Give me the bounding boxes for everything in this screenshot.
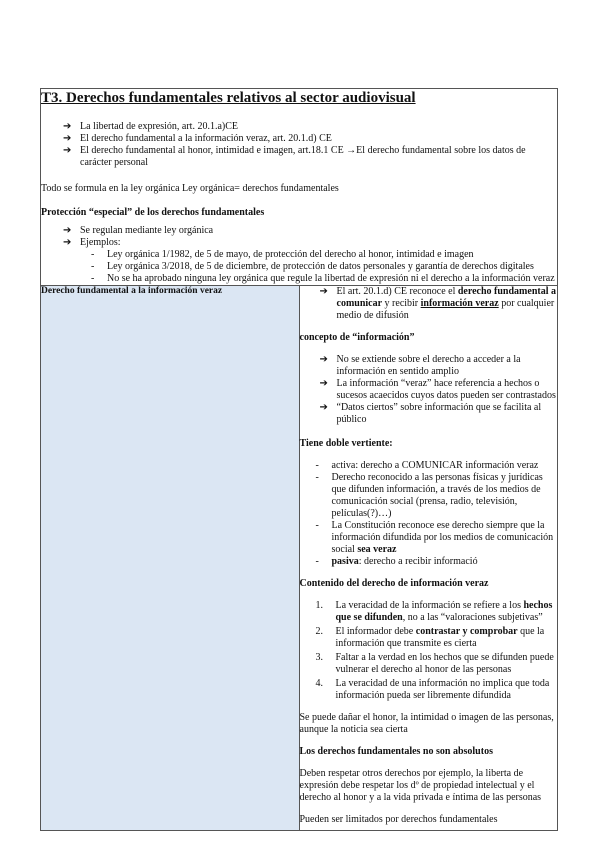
arrow-icon: ➔ <box>63 237 72 248</box>
proteccion-list <box>41 225 557 249</box>
notes-table <box>40 88 558 831</box>
arrow-icon: ➔ <box>319 354 328 365</box>
list-item: ➔ El derecho fundamental a la información veraz, art. 20.1.d) CE <box>63 133 332 144</box>
list-item: 3. Faltar a la verdad en los hechos que se difunden puede vulnerar el derecho al honor de las personas <box>315 652 554 675</box>
side-label: Derecho fundamental a la información veraz <box>41 286 223 296</box>
side-label-cell <box>41 286 300 831</box>
arrow-icon: ➔ <box>63 133 72 144</box>
arrow-icon: ➔ <box>319 378 328 389</box>
list-item: ➔ El art. 20.1.d) CE reconoce el derecho fundamental a comunicar y recibir información veraz por cualquier medio de difusión <box>319 286 556 321</box>
list-item: ➔ No se extiende sobre el derecho a acceder a la información en sentido amplio <box>319 354 521 377</box>
dash-icon: - <box>91 273 95 284</box>
list-item: - No se ha aprobado ninguna ley orgánica que regule la libertad de expresión ni el derecho a la información veraz <box>91 273 555 284</box>
document-page <box>40 88 558 831</box>
limitados-line: Pueden ser limitados por derechos fundamentales <box>299 814 498 825</box>
list-item: ➔ La información “veraz” hace referencia a hechos o sucesos acaecidos cuyos datos pueden ser contrastados <box>319 378 556 401</box>
art-list <box>300 286 558 322</box>
concepto-list <box>300 354 558 426</box>
page-title: T3. Derechos fundamentales relativos al sector audiovisual <box>41 90 416 106</box>
contenido-list <box>300 600 558 702</box>
arrow-icon: ➔ <box>63 121 72 132</box>
list-item: ➔ “Datos ciertos” sobre información que se facilita al público <box>319 402 542 425</box>
concepto-heading: concepto de “información” <box>299 332 415 343</box>
doble-heading: Tiene doble vertiente: <box>299 438 393 449</box>
list-item: ➔ Se regulan mediante ley orgánica <box>63 225 214 236</box>
ejemplos-list <box>41 249 557 285</box>
respetar-line: Deben respetar otros derechos por ejemplo, la liberta de expresión debe respetar los dº de propiedad intelectual y el derecho al honor y a la vida privada e íntima de las personas <box>299 768 542 803</box>
arrow-icon: ➔ <box>319 402 328 413</box>
proteccion-heading: Protección “especial” de los derechos fundamentales <box>41 207 265 218</box>
danar-line: Se puede dañar el honor, la intimidad o imagen de las personas, aunque la noticia sea cierta <box>299 712 554 735</box>
arrow-icon: ➔ <box>63 225 72 236</box>
dash-icon: - <box>91 261 95 272</box>
list-item: - Ley orgánica 3/2018, de 5 de diciembre, de protección de datos personales y garantía de derechos digitales <box>91 261 534 272</box>
dash-icon: - <box>315 556 319 567</box>
list-item: - pasiva: derecho a recibir informació <box>315 556 478 567</box>
dash-icon: - <box>315 472 319 483</box>
dash-icon: - <box>315 460 319 471</box>
dash-icon: - <box>315 520 319 531</box>
dash-icon: - <box>91 249 95 260</box>
ley-organica-line: Todo se formula en la ley orgánica Ley orgánica= derechos fundamentales <box>41 183 339 194</box>
list-item: - La Constitución reconoce ese derecho siempre que la información difundida por los medios de comunicación social sea veraz <box>315 520 554 555</box>
intro-list <box>41 121 557 169</box>
list-item: ➔ La libertad de expresión, art. 20.1.a)CE <box>63 121 238 132</box>
list-item: - Ley orgánica 1/1982, de 5 de mayo, de protección del derecho al honor, intimidad e imagen <box>91 249 474 260</box>
list-item: 1. La veracidad de la información se refiere a los hechos que se difunden, no a las “valoraciones subjetivas” <box>315 600 553 623</box>
arrow-icon: ➔ <box>63 145 72 156</box>
absolutos-heading: Los derechos fundamentales no son absolutos <box>299 746 493 757</box>
list-item: - activa: derecho a COMUNICAR información veraz <box>315 460 539 471</box>
list-item: ➔ Ejemplos: <box>63 237 121 248</box>
arrow-icon: ➔ <box>319 286 328 297</box>
header-cell <box>41 89 558 286</box>
list-item: 4. La veracidad de una información no implica que toda información pueda ser libremente difundida <box>315 678 550 701</box>
list-item: ➔ El derecho fundamental al honor, intimidad e imagen, art.18.1 CE →El derecho fundamental sobre los datos de carácter personal <box>63 145 526 168</box>
content-row <box>41 286 558 831</box>
header-row <box>41 89 558 286</box>
doble-list <box>300 460 558 568</box>
list-item: 2. El informador debe contrastar y comprobar que la información que transmite es cierta <box>315 626 545 649</box>
contenido-heading: Contenido del derecho de información veraz <box>299 578 489 589</box>
body-cell <box>299 286 558 831</box>
list-item: - Derecho reconocido a las personas físicas y jurídicas que difunden información, a través de los medios de comunicación social (prensa, radio, televisión, películas(?)…) <box>315 472 543 519</box>
